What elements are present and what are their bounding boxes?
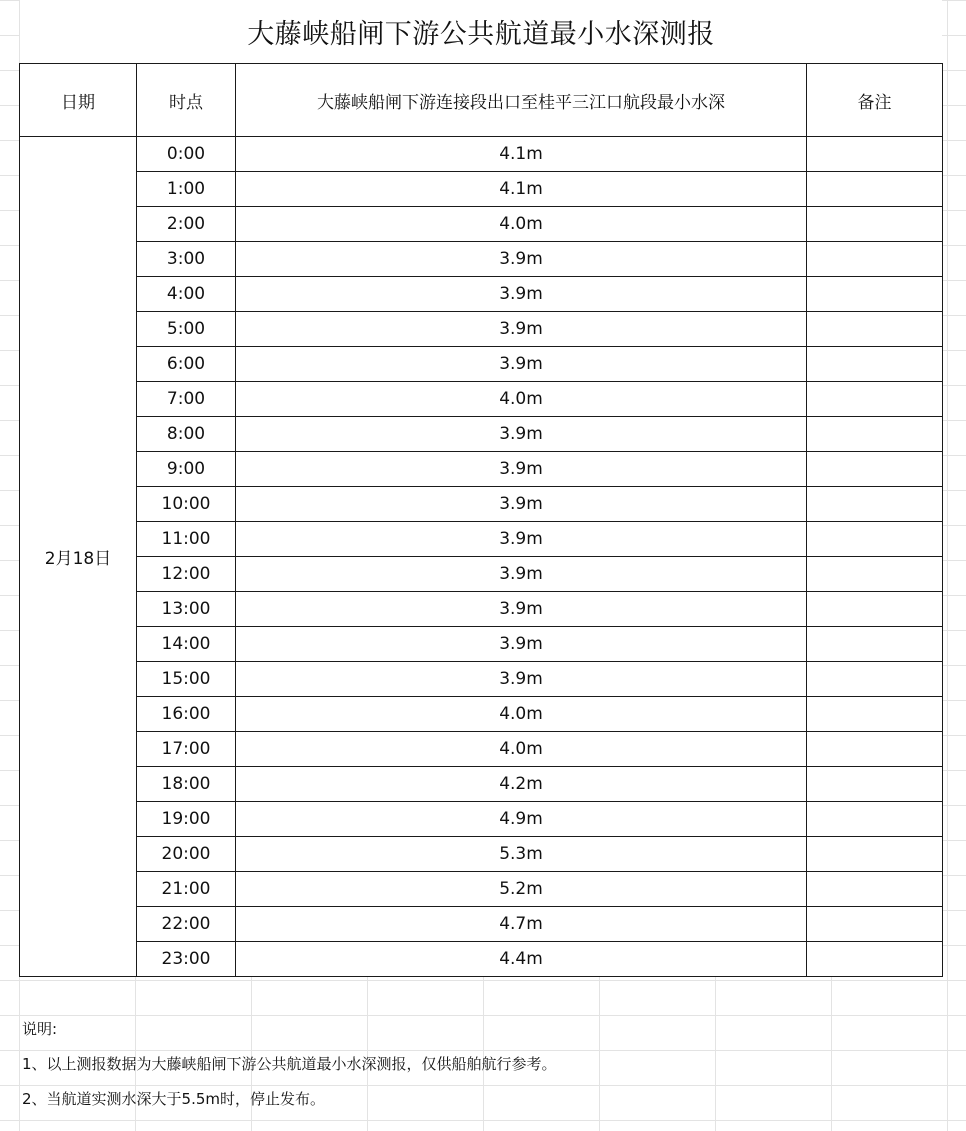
time-cell: 3:00 [137,242,236,277]
depth-cell: 3.9m [236,277,807,312]
table-row [20,662,943,697]
remark-cell [807,312,943,347]
time-cell: 2:00 [137,207,236,242]
header-row [20,64,943,137]
remark-cell [807,522,943,557]
depth-cell: 4.0m [236,382,807,417]
remark-cell [807,942,943,977]
depth-cell: 4.0m [236,207,807,242]
time-cell: 6:00 [137,347,236,382]
depth-cell: 5.2m [236,872,807,907]
remark-cell [807,452,943,487]
depth-cell: 3.9m [236,242,807,277]
remark-cell [807,557,943,592]
table-body [20,137,943,977]
time-cell: 19:00 [137,802,236,837]
time-cell: 1:00 [137,172,236,207]
notes-heading: 说明: [22,1020,58,1038]
table-row [20,732,943,767]
table-row [20,382,943,417]
header-date: 日期 [20,64,137,137]
time-cell: 0:00 [137,137,236,172]
table-row [20,697,943,732]
time-cell: 21:00 [137,872,236,907]
remark-cell [807,277,943,312]
depth-cell: 4.7m [236,907,807,942]
header-remark: 备注 [807,64,943,137]
depth-cell: 4.2m [236,767,807,802]
remark-cell [807,382,943,417]
depth-cell: 4.4m [236,942,807,977]
remark-cell [807,907,943,942]
time-cell: 23:00 [137,942,236,977]
time-cell: 16:00 [137,697,236,732]
depth-cell: 3.9m [236,592,807,627]
header-time: 时点 [137,64,236,137]
note-item-1: 1、以上测报数据为大藤峡船闸下游公共航道最小水深测报，仅供船舶航行参考。 [22,1055,557,1073]
date-cell: 2月18日 [20,137,137,977]
remark-cell [807,242,943,277]
time-cell: 12:00 [137,557,236,592]
table-row [20,942,943,977]
remark-cell [807,767,943,802]
remark-cell [807,207,943,242]
table-row [20,627,943,662]
depth-cell: 3.9m [236,522,807,557]
table-row [20,347,943,382]
table-row [20,312,943,347]
table-row [20,837,943,872]
remark-cell [807,347,943,382]
table-row [20,452,943,487]
depth-cell: 4.1m [236,137,807,172]
depth-cell: 3.9m [236,417,807,452]
time-cell: 9:00 [137,452,236,487]
time-cell: 22:00 [137,907,236,942]
table-row [20,767,943,802]
table-row [20,137,943,172]
table-row [20,417,943,452]
depth-cell: 3.9m [236,487,807,522]
time-cell: 15:00 [137,662,236,697]
depth-cell: 4.9m [236,802,807,837]
table-row [20,907,943,942]
remark-cell [807,137,943,172]
depth-cell: 3.9m [236,312,807,347]
note-item-2: 2、当航道实测水深大于5.5m时，停止发布。 [22,1090,326,1108]
depth-cell: 4.0m [236,697,807,732]
table-row [20,242,943,277]
time-cell: 11:00 [137,522,236,557]
table-row [20,802,943,837]
depth-cell: 3.9m [236,662,807,697]
time-cell: 13:00 [137,592,236,627]
depth-cell: 3.9m [236,557,807,592]
remark-cell [807,802,943,837]
depth-cell: 3.9m [236,452,807,487]
time-cell: 5:00 [137,312,236,347]
table-row [20,872,943,907]
time-cell: 18:00 [137,767,236,802]
header-depth: 大藤峡船闸下游连接段出口至桂平三江口航段最小水深 [236,64,807,137]
table-row [20,557,943,592]
time-cell: 10:00 [137,487,236,522]
table-row [20,172,943,207]
table-row [20,487,943,522]
remark-cell [807,417,943,452]
time-cell: 20:00 [137,837,236,872]
page-title: 大藤峡船闸下游公共航道最小水深测报 [20,0,942,63]
remark-cell [807,487,943,522]
remark-cell [807,697,943,732]
table-row [20,592,943,627]
remark-cell [807,732,943,767]
time-cell: 4:00 [137,277,236,312]
remark-cell [807,837,943,872]
depth-cell: 4.0m [236,732,807,767]
time-cell: 8:00 [137,417,236,452]
remark-cell [807,872,943,907]
table-row [20,522,943,557]
remark-cell [807,172,943,207]
remark-cell [807,627,943,662]
depth-cell: 3.9m [236,627,807,662]
depth-cell: 5.3m [236,837,807,872]
table-row [20,207,943,242]
table-row [20,277,943,312]
depth-report-table [19,63,943,977]
time-cell: 17:00 [137,732,236,767]
notes-section [22,1012,557,1117]
depth-cell: 4.1m [236,172,807,207]
time-cell: 7:00 [137,382,236,417]
remark-cell [807,662,943,697]
remark-cell [807,592,943,627]
depth-cell: 3.9m [236,347,807,382]
time-cell: 14:00 [137,627,236,662]
